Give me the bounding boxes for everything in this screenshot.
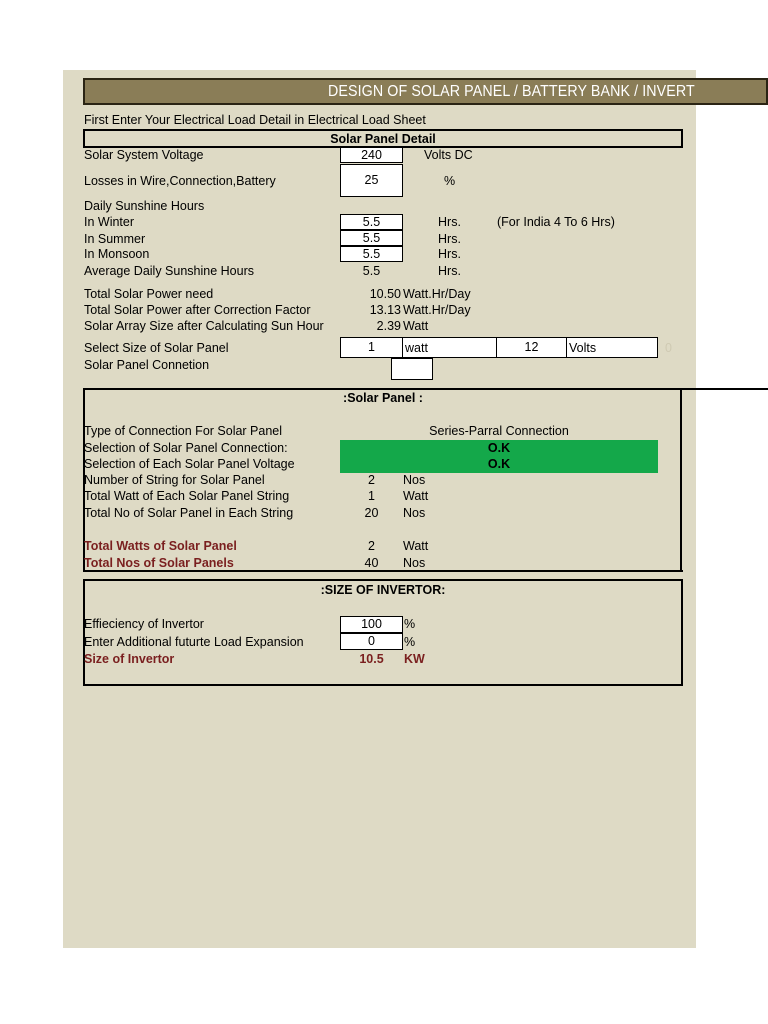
summer-unit: Hrs. — [438, 232, 461, 246]
expansion-label: Enter Additional futurte Load Expansion — [84, 635, 304, 649]
panels-per-string-unit: Nos — [403, 506, 426, 520]
corrected-power-value: 13.13 — [369, 303, 401, 317]
total-nos-value: 40 — [364, 556, 379, 570]
strings-value: 2 — [368, 473, 375, 487]
winter-input[interactable]: 5.5 — [340, 214, 403, 230]
losses-unit: % — [444, 174, 456, 188]
monsoon-label: In Monsoon — [84, 247, 150, 261]
solar-panel-detail-heading: Solar Panel Detail — [330, 132, 436, 146]
string-watt-unit: Watt — [403, 489, 429, 503]
system-voltage-input[interactable]: 240 — [340, 147, 403, 163]
selection-connection-label: Selection of Solar Panel Connection: — [84, 441, 288, 455]
system-voltage-label: Solar System Voltage — [84, 148, 204, 162]
string-watt-label: Total Watt of Each Solar Panel String — [84, 489, 290, 503]
solar-panel-section-right-border — [680, 388, 682, 572]
expansion-unit: % — [404, 635, 416, 649]
summer-input[interactable]: 5.5 — [340, 230, 403, 246]
winter-unit: Hrs. — [438, 215, 461, 229]
strings-label: Number of String for Solar Panel — [84, 473, 265, 487]
array-size-value: 2.39 — [376, 319, 401, 333]
array-size-label: Solar Array Size after Calculating Sun Hour — [84, 319, 324, 333]
panel-voltage-unit: Volts — [566, 337, 658, 358]
array-size-unit: Watt — [403, 319, 429, 333]
selection-voltage-label: Selection of Each Solar Panel Voltage — [84, 457, 295, 471]
total-nos-unit: Nos — [403, 556, 426, 570]
total-watts-unit: Watt — [403, 539, 429, 553]
strings-unit: Nos — [403, 473, 426, 487]
string-watt-value: 1 — [368, 489, 375, 503]
total-watts-label: Total Watts of Solar Panel — [84, 539, 237, 553]
invertor-size-value: 10.5 — [359, 652, 384, 666]
total-power-label: Total Solar Power need — [84, 287, 214, 301]
monsoon-unit: Hrs. — [438, 247, 461, 261]
page-title: DESIGN OF SOLAR PANEL / BATTERY BANK / INVERT — [328, 83, 695, 100]
total-watts-value: 2 — [368, 539, 375, 553]
invertor-section-heading: :SIZE OF INVERTOR: — [320, 583, 446, 597]
selection-voltage-status: O.K — [340, 456, 658, 473]
winter-label: In Winter — [84, 215, 135, 229]
efficiency-label: Effieciency of Invertor — [84, 617, 204, 631]
average-sunshine-value: 5.5 — [362, 264, 381, 278]
instruction-text: First Enter Your Electrical Load Detail in Electrical Load Sheet — [84, 113, 426, 127]
panel-voltage-input[interactable]: 12 — [496, 337, 567, 358]
expansion-input[interactable]: 0 — [340, 633, 403, 650]
invertor-size-unit: KW — [404, 652, 425, 666]
panel-connection-label: Solar Panel Connetion — [84, 358, 210, 372]
total-nos-label: Total Nos of Solar Panels — [84, 556, 234, 570]
monsoon-input[interactable]: 5.5 — [340, 246, 403, 262]
efficiency-input[interactable]: 100 — [340, 616, 403, 633]
average-sunshine-label: Average Daily Sunshine Hours — [84, 264, 255, 278]
sunshine-heading: Daily Sunshine Hours — [84, 199, 205, 213]
winter-note: (For India 4 To 6 Hrs) — [497, 215, 615, 229]
solar-panel-section-top-border — [83, 388, 768, 390]
losses-input[interactable]: 25 — [340, 164, 403, 197]
total-power-value: 10.50 — [369, 287, 401, 301]
panel-size-label: Select Size of Solar Panel — [84, 341, 229, 355]
title-banner — [83, 78, 768, 105]
panel-size-input[interactable]: 1 — [340, 337, 403, 358]
system-voltage-unit: Volts DC — [424, 148, 473, 162]
invertor-size-label: Size of Invertor — [84, 652, 175, 666]
panel-size-unit: watt — [402, 337, 497, 358]
panel-connection-input[interactable] — [391, 358, 433, 380]
solar-panel-section-bottom-border — [83, 570, 683, 572]
solar-panel-detail-header — [83, 129, 683, 148]
connection-type-label: Type of Connection For Solar Panel — [84, 424, 283, 438]
corrected-power-unit: Watt.Hr/Day — [403, 303, 471, 317]
summer-label: In Summer — [84, 232, 146, 246]
panels-per-string-value: 20 — [364, 506, 379, 520]
efficiency-unit: % — [404, 617, 416, 631]
panels-per-string-label: Total No of Solar Panel in Each String — [84, 506, 294, 520]
total-power-unit: Watt.Hr/Day — [403, 287, 471, 301]
solar-panel-section-heading: :Solar Panel : — [343, 391, 423, 405]
average-sunshine-unit: Hrs. — [438, 264, 461, 278]
connection-type-value: Series-Parral Connection — [429, 424, 569, 438]
selection-connection-status: O.K — [340, 440, 658, 456]
losses-label: Losses in Wire,Connection,Battery — [84, 174, 276, 188]
corrected-power-label: Total Solar Power after Correction Factor — [84, 303, 311, 317]
panel-trail-value: 0 — [665, 341, 672, 355]
